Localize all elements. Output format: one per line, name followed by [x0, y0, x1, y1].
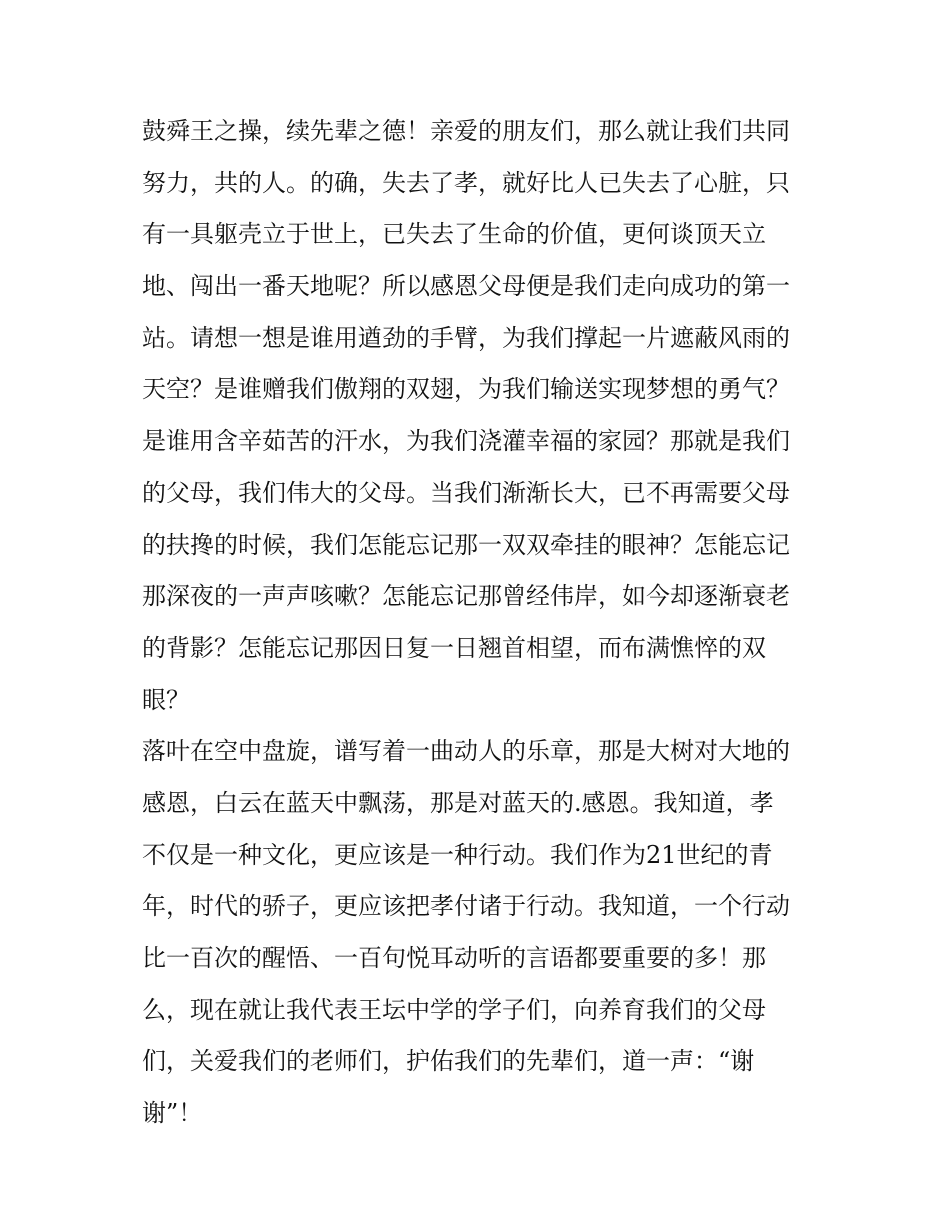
text-line: 努力，共的人。的确，失去了孝，就好比人已失去了心脏，只: [142, 168, 790, 197]
text-line: 们，关爱我们的老师们，护佑我们的先辈们，道一声：“谢: [142, 1047, 755, 1076]
text-line: 么，现在就让我代表王坛中学的学子们，向养育我们的父母: [142, 995, 766, 1024]
text-line: 站。请想一想是谁用遒劲的手臂，为我们撑起一片遮蔽风雨的: [142, 323, 790, 352]
text-line: 那深夜的一声声咳嗽？怎能忘记那曾经伟岸，如今却逐渐衰老: [142, 582, 790, 611]
text-line: 是谁用含辛茹苦的汗水，为我们浇灌幸福的家园？那就是我们: [142, 427, 790, 456]
text-line: 谢”！: [142, 1099, 203, 1128]
text-line: 比一百次的醒悟、一百句悦耳动听的言语都要重要的多！那: [142, 944, 766, 972]
text-line: 天空？是谁赠我们傲翔的双翅，为我们输送实现梦想的勇气？: [142, 375, 790, 404]
text-line: 落叶在空中盘旋，谱写着一曲动人的乐章，那是大树对大地的: [142, 737, 790, 766]
text-line: 有一具躯壳立于世上，已失去了生命的价值，更何谈顶天立: [142, 220, 766, 249]
text-line: 的父母，我们伟大的父母。当我们渐渐长大，已不再需要父母: [142, 478, 790, 507]
text-line: 的背影？怎能忘记那因日复一日翘首相望，而布满憔悴的双: [142, 633, 766, 662]
text-line: 的扶搀的时候，我们怎能忘记那一双双牵挂的眼神？怎能忘记: [142, 530, 790, 559]
text-line: 鼓舜王之操，续先辈之德！亲爱的朋友们，那么就让我们共同: [142, 117, 790, 145]
text-line: 地、闯出一番天地呢？所以感恩父母便是我们走向成功的第一: [142, 272, 790, 301]
text-line: 眼？: [142, 685, 190, 714]
body-text: [142, 106, 822, 1140]
text-line: 感恩，白云在蓝天中飘荡，那是对蓝天的.感恩。我知道，孝: [142, 788, 774, 817]
text-line: 不仅是一种文化，更应该是一种行动。我们作为21世纪的青: [142, 840, 773, 869]
text-line: 年，时代的骄子，更应该把孝付诸于行动。我知道，一个行动: [142, 892, 790, 921]
